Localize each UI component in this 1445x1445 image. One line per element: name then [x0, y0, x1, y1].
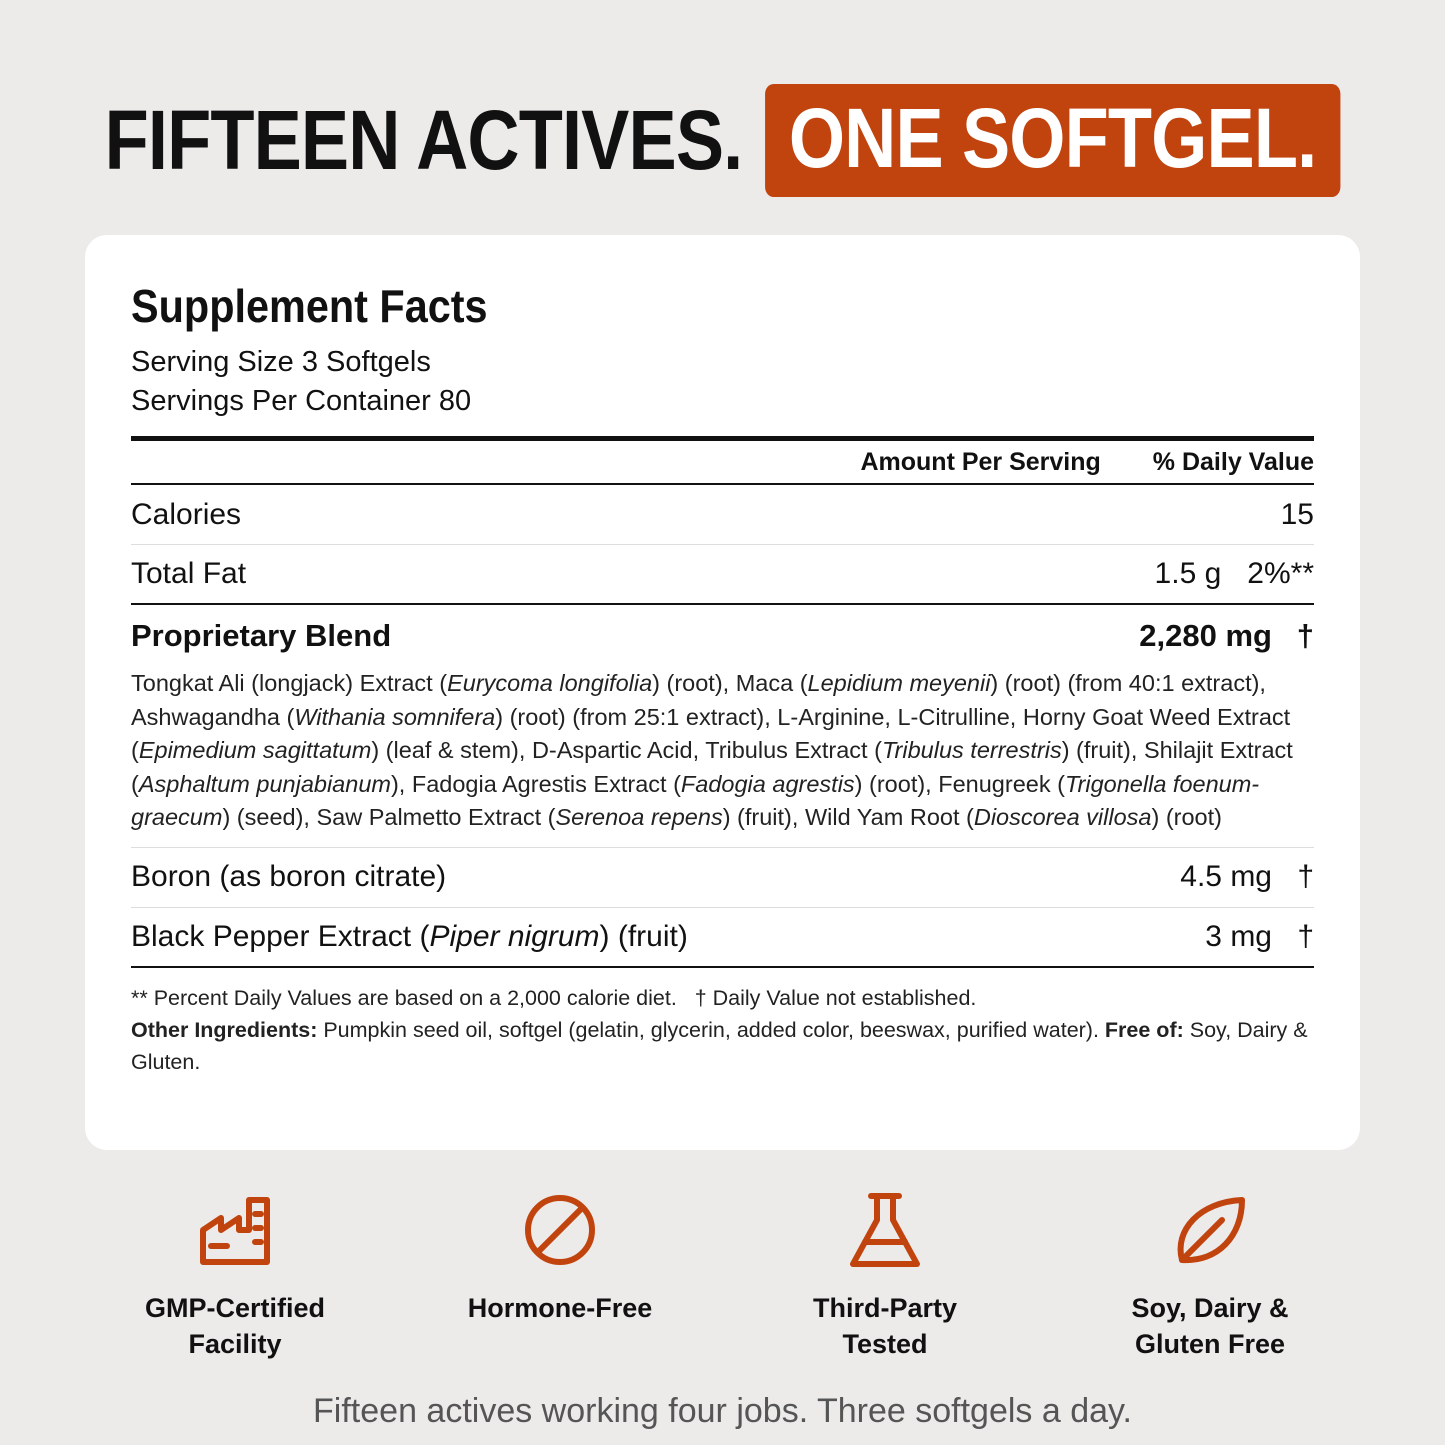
calories-row — [131, 485, 1314, 545]
headline-part1: FIFTEEN ACTIVES. — [104, 93, 743, 187]
calories-amount: 15 — [1280, 497, 1314, 531]
footnotes — [131, 982, 1314, 1078]
factory-icon — [195, 1190, 275, 1270]
badge-free-line2: Gluten Free — [1134, 1329, 1286, 1359]
total-fat-dv: 2%** — [1247, 557, 1314, 590]
ingredient-text: Tongkat Ali (longjack) Extract ( — [131, 670, 448, 696]
boron-row — [131, 848, 1314, 908]
latin-name: Withania somnifera — [294, 703, 496, 730]
blend-ingredients — [131, 667, 1314, 848]
ingredient-text: ) (seed), Saw Palmetto Extract ( — [222, 804, 556, 830]
ingredient-text: ) (fruit), Shilajit Extract ( — [131, 737, 1293, 797]
flask-icon — [845, 1190, 925, 1270]
total-fat-amount: 1.5 g — [1154, 557, 1222, 590]
total-fat-row — [131, 545, 1314, 605]
badge-hormone-line1: Hormone-Free — [467, 1293, 653, 1323]
latin-name: Eurycoma longifolia — [447, 670, 653, 696]
latin-name: Dioscorea villosa — [973, 804, 1152, 830]
badge-tested-line2: Tested — [842, 1329, 928, 1359]
leaf-icon — [1170, 1190, 1250, 1270]
blend-dagger: † — [1296, 618, 1314, 653]
boron-label: Boron (as boron citrate) — [131, 860, 447, 893]
blend-label: Proprietary Blend — [131, 618, 392, 653]
pepper-dagger: † — [1297, 919, 1314, 953]
latin-name: Trigonella foenum-graecum — [131, 770, 1260, 830]
ingredient-text: ) (root), Maca ( — [652, 670, 808, 696]
ingredient-text: ) (root) — [1151, 804, 1222, 830]
pepper-label: Black Pepper Extract (Piper nigrum) (fruit) — [131, 919, 688, 953]
boron-dagger: † — [1297, 860, 1314, 893]
latin-name: Fadogia agrestis — [680, 770, 855, 797]
latin-name: Epimedium sagittatum — [138, 737, 372, 763]
latin-name: Asphaltum punjabianum — [138, 770, 391, 797]
ingredient-text: ) (root), Fenugreek ( — [854, 770, 1065, 797]
servings-per-container: Servings Per Container 80 — [131, 385, 472, 417]
ingredient-text: ) (fruit), Wild Yam Root ( — [722, 804, 974, 830]
col-amount-header: Amount Per Serving — [860, 447, 1101, 476]
supplement-facts-card — [85, 235, 1360, 1150]
badge-gmp — [85, 1190, 385, 1362]
latin-name: Serenoa repens — [555, 804, 723, 830]
total-fat-label: Total Fat — [131, 557, 247, 590]
latin-name: Tribulus terrestris — [881, 737, 1062, 763]
boron-amount: 4.5 mg — [1180, 860, 1272, 893]
badge-tested-line1: Third-Party — [812, 1293, 958, 1323]
badge-hormone-free — [410, 1190, 710, 1326]
badge-gmp-line2: Facility — [188, 1329, 282, 1359]
headline-part2: ONE SOFTGEL. — [765, 84, 1341, 197]
badge-gmp-line1: GMP-Certified — [144, 1293, 325, 1323]
col-dv-header: % Daily Value — [1152, 447, 1314, 476]
other-ingredients: Other Ingredients: Pumpkin seed oil, softgel (gelatin, glycerin, added color, beeswax, purified water). Free of: Soy, Dairy & Gluten. — [131, 1017, 1308, 1074]
facts-title: Supplement Facts — [131, 280, 488, 332]
ingredient-text: ) (root) (from 40:1 extract), Ashwagandha ( — [131, 670, 1266, 730]
no-symbol-icon — [520, 1190, 600, 1270]
badge-row — [0, 1190, 1445, 1370]
badge-free-line1: Soy, Dairy & — [1131, 1293, 1289, 1323]
blend-row — [131, 605, 1314, 667]
dv-footnote: ** Percent Daily Values are based on a 2,000 calorie diet. † Daily Value not established. — [131, 985, 977, 1010]
pepper-row — [131, 908, 1314, 968]
ingredient-text: ), Fadogia Agrestis Extract ( — [390, 770, 681, 797]
calories-label: Calories — [131, 497, 242, 531]
headline — [101, 84, 1344, 197]
ingredient-text: ) (root) (from 25:1 extract), L-Arginine, L-Citrulline, Horny Goat Weed Extract ( — [131, 703, 1291, 763]
latin-name: Lepidium meyenii — [807, 670, 991, 696]
badge-allergen-free — [1060, 1190, 1360, 1362]
ingredient-text: ) (leaf & stem), D-Aspartic Acid, Tribulus Extract ( — [371, 737, 882, 763]
pepper-amount: 3 mg — [1205, 919, 1272, 953]
blend-amount: 2,280 mg — [1139, 618, 1272, 653]
column-header — [131, 441, 1314, 485]
tagline: Fifteen actives working four jobs. Three softgels a day. — [313, 1392, 1132, 1430]
serving-size: Serving Size 3 Softgels — [131, 346, 431, 378]
badge-third-party — [735, 1190, 1035, 1362]
